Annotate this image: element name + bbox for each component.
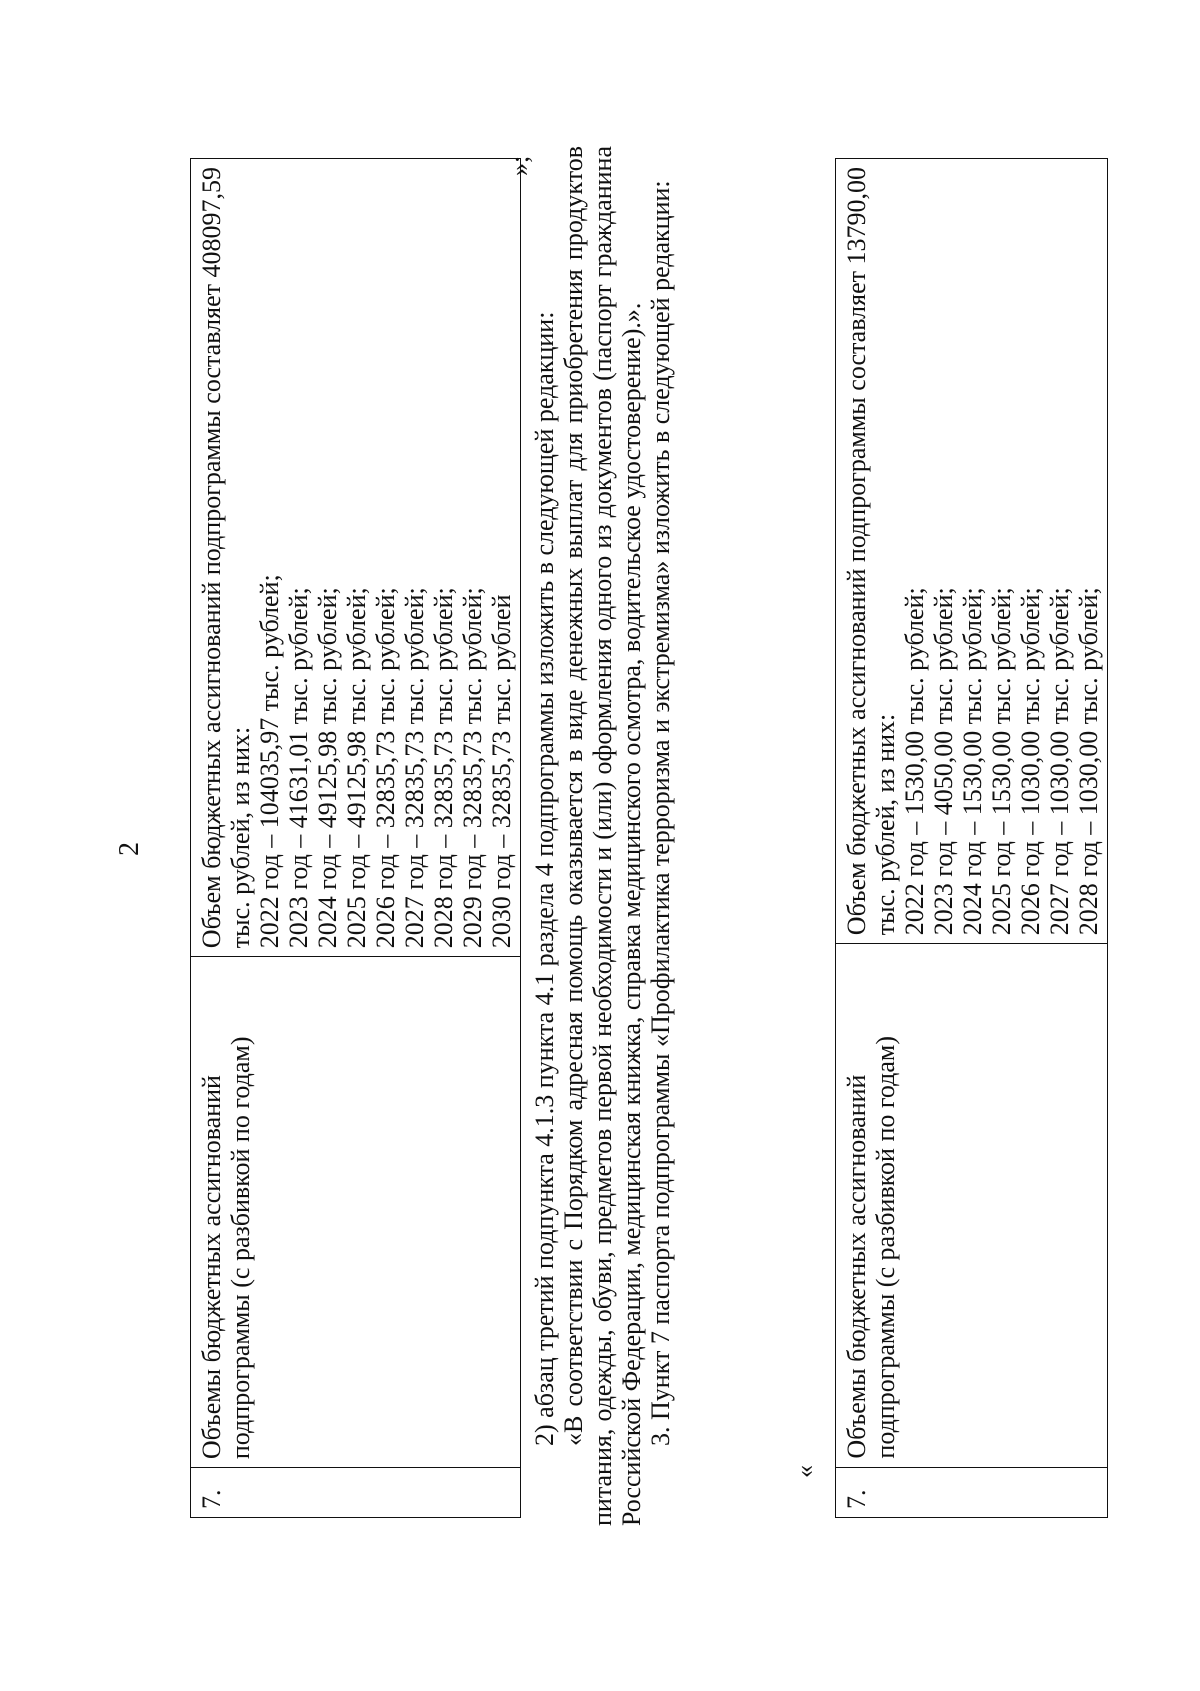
value-line: 2024 год – 49125,98 тыс. рублей;	[313, 586, 342, 948]
opening-quote: «	[790, 1464, 819, 1478]
paragraph: 3. Пункт 7 паспорта подпрограммы «Профилактика терроризма и экстремизма» изложить в следующей редакции:	[646, 179, 675, 1446]
paragraph: 2) абзац третий подпункта 4.1.3 пункта 4.1 раздела 4 подпрограммы изложить в следующей редакции:	[530, 311, 559, 1446]
body-text	[530, 146, 675, 1526]
value-line: 2023 год – 41631,01 тыс. рублей;	[284, 586, 313, 948]
value-line: Объем бюджетных ассигнований подпрограммы составляет 13790,00	[842, 166, 871, 935]
value-line: 2030 год – 32835,73 тыс. рублей	[487, 594, 516, 948]
row-label: Объемы бюджетных ассигнований подпрограммы (с разбивкой по годам)	[836, 943, 1108, 1466]
rotated-sheet	[90, 96, 1110, 1596]
value-line: 2027 год – 1030,00 тыс. рублей;	[1045, 586, 1074, 935]
table-row	[191, 158, 521, 1517]
row-value	[191, 158, 521, 956]
value-line: 2022 год – 104035,97 тыс. рублей;	[255, 573, 284, 948]
passport-table-1	[190, 158, 521, 1518]
table-row	[836, 158, 1108, 1517]
value-line: тыс. рублей, из них:	[226, 726, 255, 948]
passport-table-2	[835, 158, 1108, 1518]
row-label: Объемы бюджетных ассигнований подпрограммы (с разбивкой по годам)	[191, 956, 521, 1467]
value-line: 2028 год – 32835,73 тыс. рублей;	[429, 586, 458, 948]
value-line: 2029 год – 32835,73 тыс. рублей;	[458, 586, 487, 948]
value-line: Объем бюджетных ассигнований подпрограммы составляет 408097,59	[197, 166, 226, 948]
paragraph: «В соответствии с Порядком адресная помощь оказывается в виде денежных выплат для приобретения продуктов питания, одежды, обуви, предметов первой необходимости и (или) оформления одного из документов (паспорт гражданина Российской Федерации, медицинская книжка, справка медицинского осмотра, водительское удостоверение).».	[559, 145, 646, 1526]
row-number: 7.	[836, 1467, 1108, 1517]
row-value	[836, 158, 1108, 943]
value-line: 2023 год – 4050,00 тыс. рублей;	[929, 586, 958, 935]
value-line: 2025 год – 49125,98 тыс. рублей;	[342, 586, 371, 948]
value-line: 2026 год – 32835,73 тыс. рублей;	[371, 586, 400, 948]
row-number: 7.	[191, 1467, 521, 1517]
closing-quote: »;	[505, 155, 534, 176]
value-line: 2026 год – 1030,00 тыс. рублей;	[1016, 586, 1045, 935]
value-line: тыс. рублей, из них:	[871, 713, 900, 935]
page-number: 2	[114, 841, 145, 856]
value-line: 2025 год – 1530,00 тыс. рублей;	[987, 586, 1016, 935]
value-line: 2022 год – 1530,00 тыс. рублей;	[900, 586, 929, 935]
value-line: 2027 год – 32835,73 тыс. рублей;	[400, 586, 429, 948]
value-line: 2028 год – 1030,00 тыс. рублей;	[1074, 586, 1103, 935]
value-line: 2024 год – 1530,00 тыс. рублей;	[958, 586, 987, 935]
